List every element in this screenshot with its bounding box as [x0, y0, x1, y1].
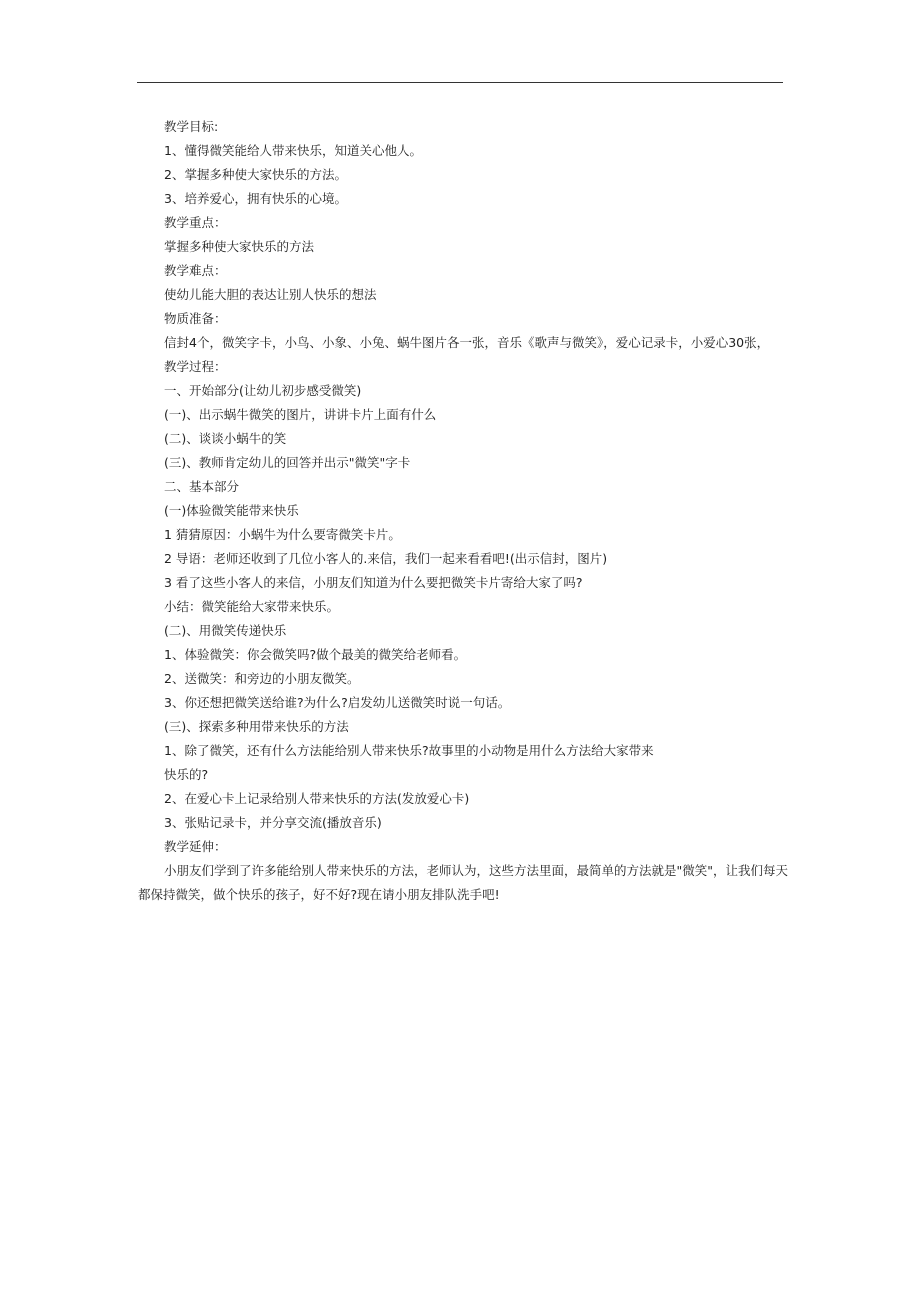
document-line: 1 猜猜原因：小蜗牛为什么要寄微笑卡片。: [164, 527, 401, 542]
document-line: 快乐的?: [164, 767, 209, 782]
document-line: 一、开始部分(让幼儿初步感受微笑): [164, 383, 362, 398]
document-line: 小结：微笑能给大家带来快乐。: [164, 599, 340, 614]
document-line: 掌握多种使大家快乐的方法: [164, 239, 315, 254]
document-line: 1、除了微笑，还有什么方法能给别人带来快乐?故事里的小动物是用什么方法给大家带来: [164, 743, 654, 758]
document-line: 教学延伸：: [164, 839, 227, 854]
document-line: 1、体验微笑：你会微笑吗?做个最美的微笑给老师看。: [164, 647, 467, 662]
document-line: 3、培养爱心，拥有快乐的心境。: [164, 191, 347, 206]
document-line: 教学重点：: [164, 215, 227, 230]
closing-line-1: 小朋友们学到了许多能给别人带来快乐的方法，老师认为，这些方法里面，最简单的方法就是"微笑"，让我们每天: [164, 863, 789, 878]
document-line: 2、掌握多种使大家快乐的方法。: [164, 167, 347, 182]
document-line: 2 导语：老师还收到了几位小客人的.来信，我们一起来看看吧!(出示信封，图片): [164, 551, 608, 566]
document-line: 教学目标:: [164, 119, 219, 134]
document-line: 使幼儿能大胆的表达让别人快乐的想法: [164, 287, 377, 302]
document-line: 3、你还想把微笑送给谁?为什么?启发幼儿送微笑时说一句话。: [164, 695, 511, 710]
document-line: (二)、用微笑传递快乐: [164, 623, 287, 638]
document-line: 物质准备：: [164, 311, 227, 326]
document-line: 2、送微笑：和旁边的小朋友微笑。: [164, 671, 360, 686]
document-line: 3、张贴记录卡，并分享交流(播放音乐): [164, 815, 382, 830]
document-line: (三)、教师肯定幼儿的回答并出示"微笑"字卡: [164, 455, 411, 470]
closing-line-2: 都保持微笑，做个快乐的孩子，好不好?现在请小朋友排队洗手吧!: [138, 887, 500, 902]
document-line: 信封4个，微笑字卡，小鸟、小象、小兔、蜗牛图片各一张，音乐《歌声与微笑》，爱心记录卡，小爱心30张，: [164, 335, 770, 350]
document-line: (三)、探索多种用带来快乐的方法: [164, 719, 349, 734]
closing-paragraph: [138, 859, 789, 907]
document-line: 二、基本部分: [164, 479, 240, 494]
document-line: 教学难点：: [164, 263, 227, 278]
document-line: (一)体验微笑能带来快乐: [164, 503, 299, 518]
document-line: 3 看了这些小客人的来信，小朋友们知道为什么要把微笑卡片寄给大家了吗?: [164, 575, 583, 590]
document-line: 1、懂得微笑能给人带来快乐，知道关心他人。: [164, 143, 422, 158]
document-line: 教学过程：: [164, 359, 227, 374]
document-line: (二)、谈谈小蜗牛的笑: [164, 431, 287, 446]
document-line: (一)、出示蜗牛微笑的图片，讲讲卡片上面有什么: [164, 407, 437, 422]
document-body: [164, 115, 789, 859]
header-rule: [137, 82, 783, 83]
document-line: 2、在爱心卡上记录给别人带来快乐的方法(发放爱心卡): [164, 791, 470, 806]
